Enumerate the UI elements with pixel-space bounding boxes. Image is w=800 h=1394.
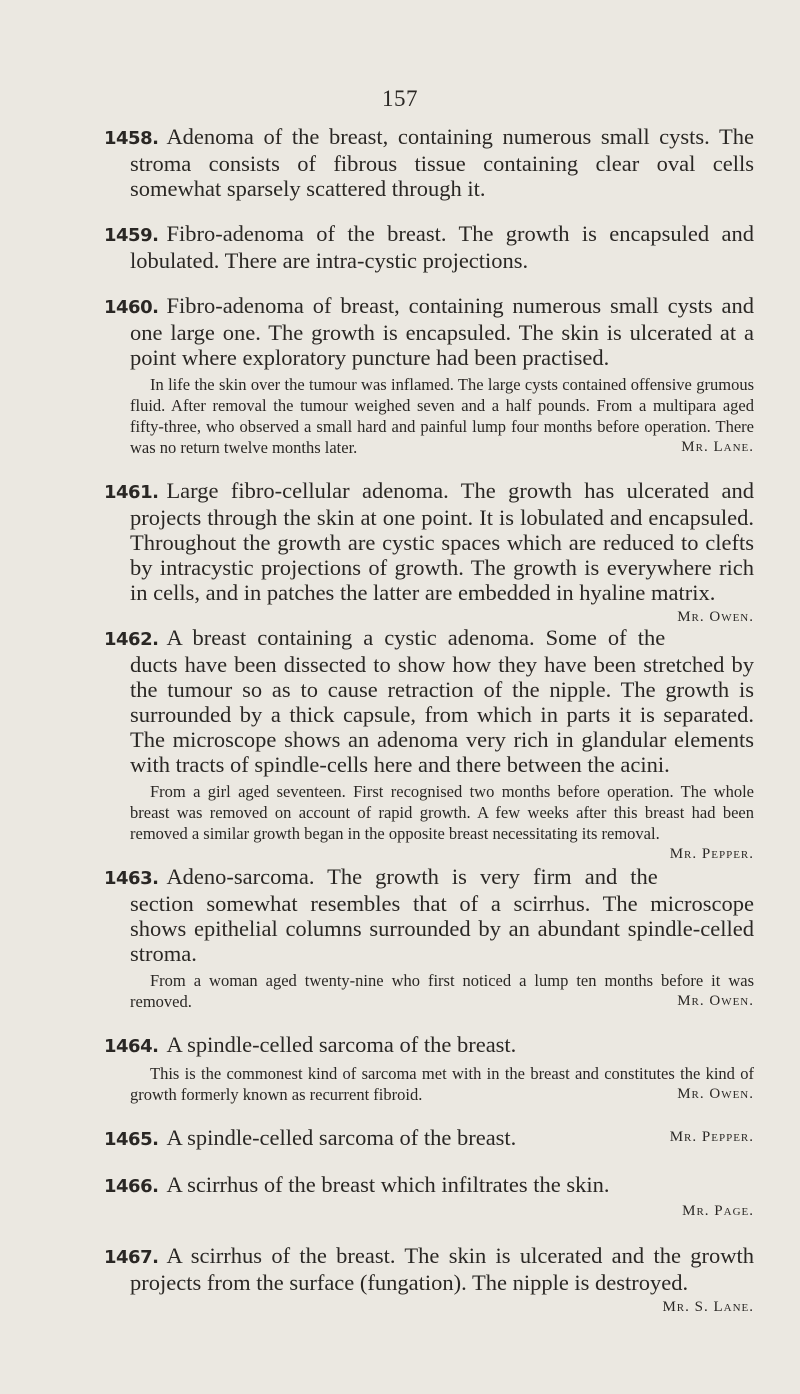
entry-1462 [104, 625, 754, 862]
attribution: Mr. Owen. [677, 993, 754, 1009]
entry-text: A scirrhus of the breast which infiltrates the skin. [166, 1172, 610, 1197]
entry-1459 [104, 221, 754, 273]
entry-text: Fibro-adenoma of breast, containing numerous small cysts and one large one. The growth is encapsuled. The skin is ulcerated at a point where exploratory puncture had been practised. [130, 293, 754, 370]
entry-text: A spindle-celled sarcoma of the breast. [166, 1125, 517, 1150]
entry-note [104, 781, 754, 862]
entry-text: Adenoma of the breast, containing numerous small cysts. The stroma consists of fibrous tissue containing clear oval cells somewhat sparsely scattered through it. [130, 124, 754, 201]
attribution: Mr. Owen. [677, 1086, 754, 1102]
entry-number: 1459. [104, 225, 159, 246]
attribution: Mr. Lane. [681, 439, 754, 455]
entry-description [104, 1125, 754, 1152]
entry-text: A breast containing a cystic adenoma. Some of the ducts have been dissected to show how they have been stretched by the tumour so as to cause retraction of the nipple. The growth is surrounded by a thick capsule, from which in parts it is separated. The microscope shows an adenoma very rich in glandular elements with tracts of spindle-cells here and there between the acini. [130, 625, 754, 777]
entry-description [104, 221, 754, 273]
entry-text: A spindle-celled sarcoma of the breast. [166, 1032, 517, 1057]
entry-1464 [104, 1032, 754, 1105]
entry-number: 1462. [104, 629, 159, 650]
entry-description [104, 864, 754, 966]
entry-1458 [104, 124, 754, 201]
note-text: This is the commonest kind of sarcoma met with in the breast and constitutes the kind of growth formerly known as recurrent fibroid. [130, 1064, 754, 1104]
entry-text: Adeno-sarcoma. The growth is very firm and the section somewhat resembles that of a scirrhus. The microscope shows epithelial columns surrounded by an abundant spindle-celled stroma. [130, 864, 754, 966]
entry-number: 1464. [104, 1036, 159, 1057]
attribution: Mr. Page. [682, 1203, 754, 1219]
entry-description [104, 124, 754, 201]
entry-1466 [104, 1172, 754, 1223]
entry-1465 [104, 1125, 754, 1152]
page-number: 157 [382, 86, 418, 111]
entry-number: 1467. [104, 1247, 159, 1268]
entry-text: Fibro-adenoma of the breast. The growth is encapsuled and lobulated. There are intra-cystic projections. [130, 221, 754, 273]
entry-description [104, 1172, 754, 1199]
entry-description [104, 293, 754, 370]
entry-number: 1466. [104, 1176, 159, 1197]
entry-1460 [104, 293, 754, 458]
note-text: From a woman aged twenty-nine who first noticed a lump ten months before it was removed. [130, 971, 754, 1011]
entry-1467 [104, 1243, 754, 1315]
entry-description [104, 478, 754, 625]
entry-note [104, 970, 754, 1012]
entry-description [104, 625, 754, 777]
entry-number: 1458. [104, 128, 159, 149]
entry-number: 1463. [104, 868, 159, 889]
entry-note [104, 374, 754, 458]
entry-text: A scirrhus of the breast. The skin is ulcerated and the growth projects from the surface (fungation). The nipple is destroyed. [130, 1243, 754, 1295]
entry-number: 1460. [104, 297, 159, 318]
entries-list [104, 124, 754, 1320]
entry-description [104, 1032, 754, 1059]
entry-1461 [104, 478, 754, 625]
entry-1463 [104, 864, 754, 1012]
note-text: In life the skin over the tumour was inflamed. The large cysts contained offensive grumous fluid. After removal the tumour weighed seven and a half pounds. From a multipara aged fifty-three, who observed a small hard and painful lump four months before operation. There was no return twelve months later. [130, 375, 754, 457]
attribution: Mr. Pepper. [669, 846, 754, 862]
entry-description [104, 1243, 754, 1315]
attribution: Mr. Owen. [677, 609, 754, 625]
attribution: Mr. Pepper. [669, 1129, 754, 1145]
note-text: From a girl aged seventeen. First recognised two months before operation. The whole breast was removed on account of rapid growth. A few weeks after this breast had been removed a similar growth began in the opposite breast necessitating its removal. [130, 782, 754, 843]
entry-number: 1461. [104, 482, 159, 503]
entry-note [104, 1063, 754, 1105]
entry-number: 1465. [104, 1129, 159, 1150]
attribution: Mr. S. Lane. [662, 1299, 754, 1315]
entry-text: Large fibro-cellular adenoma. The growth has ulcerated and projects through the skin at one point. It is lobulated and encapsuled. Throughout the growth are cystic spaces which are reduced to clefts by intracystic projections of growth. The growth is everywhere rich in cells, and in patches the latter are embedded in hyaline matrix. [130, 478, 754, 605]
